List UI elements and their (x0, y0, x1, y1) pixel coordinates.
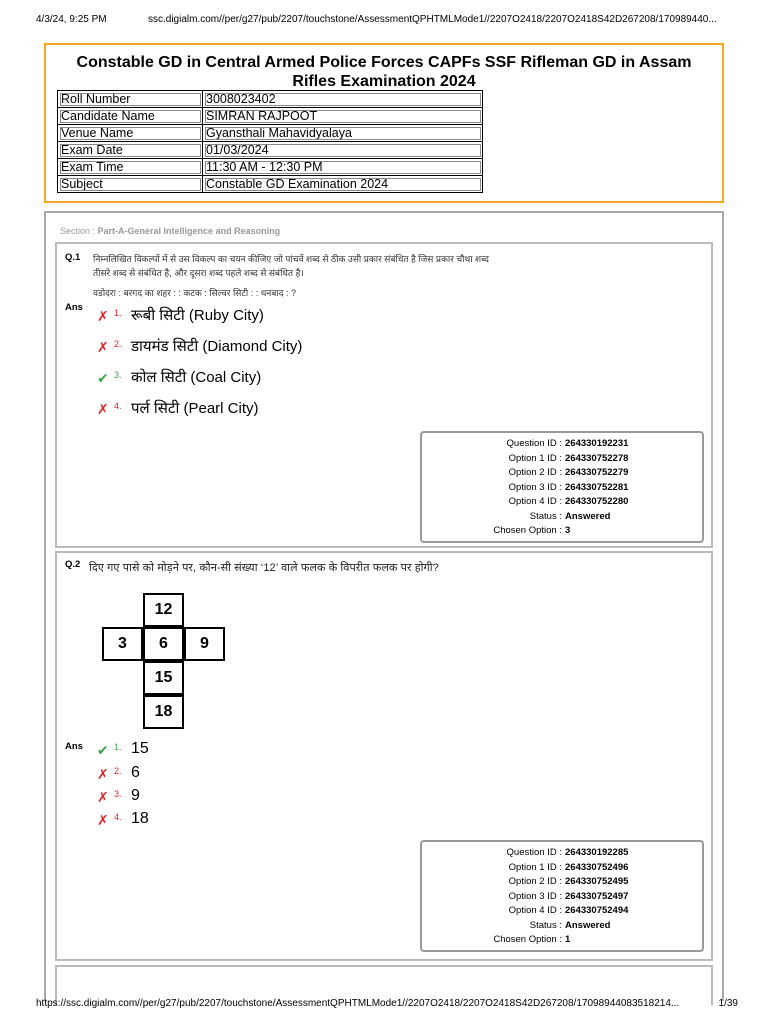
detail-value: 264330752279 (565, 467, 629, 478)
option-text: पर्ल सिटी (Pearl City) (131, 400, 259, 417)
detail-row (422, 862, 702, 877)
cross-icon: ✗ (97, 339, 109, 355)
detail-key: Question ID : (506, 438, 562, 449)
page-number: 1/39 (718, 998, 738, 1009)
cross-icon: ✗ (97, 789, 109, 805)
detail-row (422, 482, 702, 497)
option-text: 9 (131, 787, 140, 804)
detail-row (422, 847, 702, 862)
section-name: Part-A-General Intelligence and Reasoning (97, 226, 281, 236)
section-prefix: Section : (60, 226, 98, 236)
info-key: Subject (58, 176, 203, 193)
option-number: 2. (114, 766, 122, 776)
detail-key: Option 3 ID : (508, 481, 562, 493)
detail-value: Answered (565, 510, 611, 522)
info-key: Exam Time (58, 159, 203, 176)
detail-key: Option 2 ID : (508, 876, 562, 887)
option-number: 2. (114, 339, 122, 349)
info-value: Gyansthali Mahavidyalaya (203, 125, 483, 142)
check-icon: ✔ (97, 742, 109, 758)
info-key: Venue Name (58, 125, 203, 142)
question-number: Q.2 (65, 559, 81, 570)
option-text: 15 (131, 740, 149, 757)
table-row (58, 108, 483, 125)
print-footer-url: https://ssc.digialm.com//per/g27/pub/2207/touchstone/AssessmentQPHTMLMode1//2207O2418/2207O2418S42D267208/17098944083518214... (36, 998, 680, 1009)
option-text: रूबी सिटी (Ruby City) (131, 307, 264, 324)
detail-key: Option 1 ID : (508, 452, 562, 464)
option-number: 3. (114, 370, 122, 380)
info-value: 01/03/2024 (203, 142, 483, 159)
detail-value: 264330752281 (565, 481, 629, 493)
detail-row (422, 467, 702, 482)
detail-value: 264330752497 (565, 890, 629, 902)
option-number: 1. (114, 308, 122, 318)
detail-row (422, 934, 702, 949)
option-number: 3. (114, 789, 122, 799)
detail-key: Option 4 ID : (508, 496, 562, 507)
exam-title: Constable GD in Central Armed Police Forces CAPFs SSF Rifleman GD in Assam Rifles Examination 2024 (76, 54, 692, 90)
ans-label: Ans (65, 741, 83, 752)
detail-key: Option 3 ID : (508, 890, 562, 902)
table-row (58, 142, 483, 159)
detail-value: 264330752494 (565, 905, 629, 916)
question-text-line: वडोदरा : बरगद का शहर : : कटक : सिल्वर सिटी : : धनबाद : ? (93, 288, 297, 298)
info-key: Candidate Name (58, 108, 203, 125)
print-datetime: 4/3/24, 9:25 PM (36, 14, 107, 25)
question-details-box (420, 431, 704, 543)
candidate-info-table (57, 90, 483, 193)
dice-net (102, 593, 229, 729)
candidate-info-box (44, 43, 724, 203)
detail-value: Answered (565, 919, 611, 931)
info-key: Exam Date (58, 142, 203, 159)
detail-key: Status : (529, 919, 562, 931)
option-number: 4. (114, 812, 122, 822)
option-text: 6 (131, 764, 140, 781)
detail-row (422, 920, 702, 935)
detail-key: Option 4 ID : (508, 905, 562, 916)
detail-key: Question ID : (506, 847, 562, 858)
info-key: Roll Number (58, 91, 203, 108)
info-value: Constable GD Examination 2024 (203, 176, 483, 193)
question-card-2 (55, 551, 713, 961)
dice-face: 9 (184, 627, 225, 661)
dice-face: 15 (143, 661, 184, 695)
cross-icon: ✗ (97, 308, 109, 324)
question-text: दिए गए पासे को मोड़ने पर, कौन-सी संख्या ‘12’ वाले फलक के विपरीत फलक पर होगी? (89, 562, 439, 574)
print-header (36, 14, 738, 30)
option-text: 18 (131, 810, 149, 827)
option-text: कोल सिटी (Coal City) (131, 369, 262, 386)
detail-row (422, 525, 702, 540)
info-value: 3008023402 (203, 91, 483, 108)
print-footer (36, 998, 738, 1014)
detail-value: 264330752278 (565, 452, 629, 464)
dice-face: 3 (102, 627, 143, 661)
option-number: 1. (114, 742, 122, 752)
cross-icon: ✗ (97, 401, 109, 417)
detail-value: 264330752280 (565, 496, 629, 507)
table-row (58, 176, 483, 193)
table-row (58, 159, 483, 176)
section-label (60, 226, 280, 236)
info-value: SIMRAN RAJPOOT (203, 108, 483, 125)
option-text: डायमंड सिटी (Diamond City) (131, 338, 303, 355)
detail-value: 264330192285 (565, 847, 629, 858)
ans-label: Ans (65, 302, 83, 313)
dice-face: 6 (143, 627, 184, 661)
cross-icon: ✗ (97, 766, 109, 782)
detail-value: 1 (565, 934, 571, 945)
detail-row (422, 876, 702, 891)
detail-value: 264330192231 (565, 438, 629, 449)
detail-key: Chosen Option : (493, 525, 562, 536)
question-text-line: तीसरे शब्द से संबंधित है, और दूसरा शब्द पहले शब्द से संबंधित है। (93, 268, 304, 278)
table-row (58, 91, 483, 108)
check-icon: ✔ (97, 370, 109, 386)
detail-row (422, 453, 702, 468)
question-details-box (420, 840, 704, 952)
dice-face: 12 (143, 593, 184, 627)
detail-key: Option 2 ID : (508, 467, 562, 478)
detail-row (422, 891, 702, 906)
detail-value: 264330752496 (565, 861, 629, 873)
question-text-line: निम्नलिखित विकल्पों में से उस विकल्प का चयन कीजिए जो पांचवें शब्द से ठीक उसी प्रकार संबंधित है जिस प्रकार चौथा शब्द (93, 254, 489, 264)
detail-value: 264330752495 (565, 876, 629, 887)
question-number: Q.1 (65, 252, 81, 263)
table-row (58, 125, 483, 142)
option-number: 4. (114, 401, 122, 411)
detail-value: 3 (565, 525, 571, 536)
detail-row (422, 511, 702, 526)
detail-key: Chosen Option : (493, 934, 562, 945)
dice-face: 18 (143, 695, 184, 729)
detail-key: Status : (529, 510, 562, 522)
question-card-1 (55, 242, 713, 548)
cross-icon: ✗ (97, 812, 109, 828)
info-value: 11:30 AM - 12:30 PM (203, 159, 483, 176)
detail-row (422, 438, 702, 453)
question-text (93, 252, 489, 300)
detail-row (422, 496, 702, 511)
detail-row (422, 905, 702, 920)
print-url: ssc.digialm.com//per/g27/pub/2207/touchstone/AssessmentQPHTMLMode1//2207O2418/2207O2418S42D267208/170989440... (148, 14, 717, 25)
detail-key: Option 1 ID : (508, 861, 562, 873)
